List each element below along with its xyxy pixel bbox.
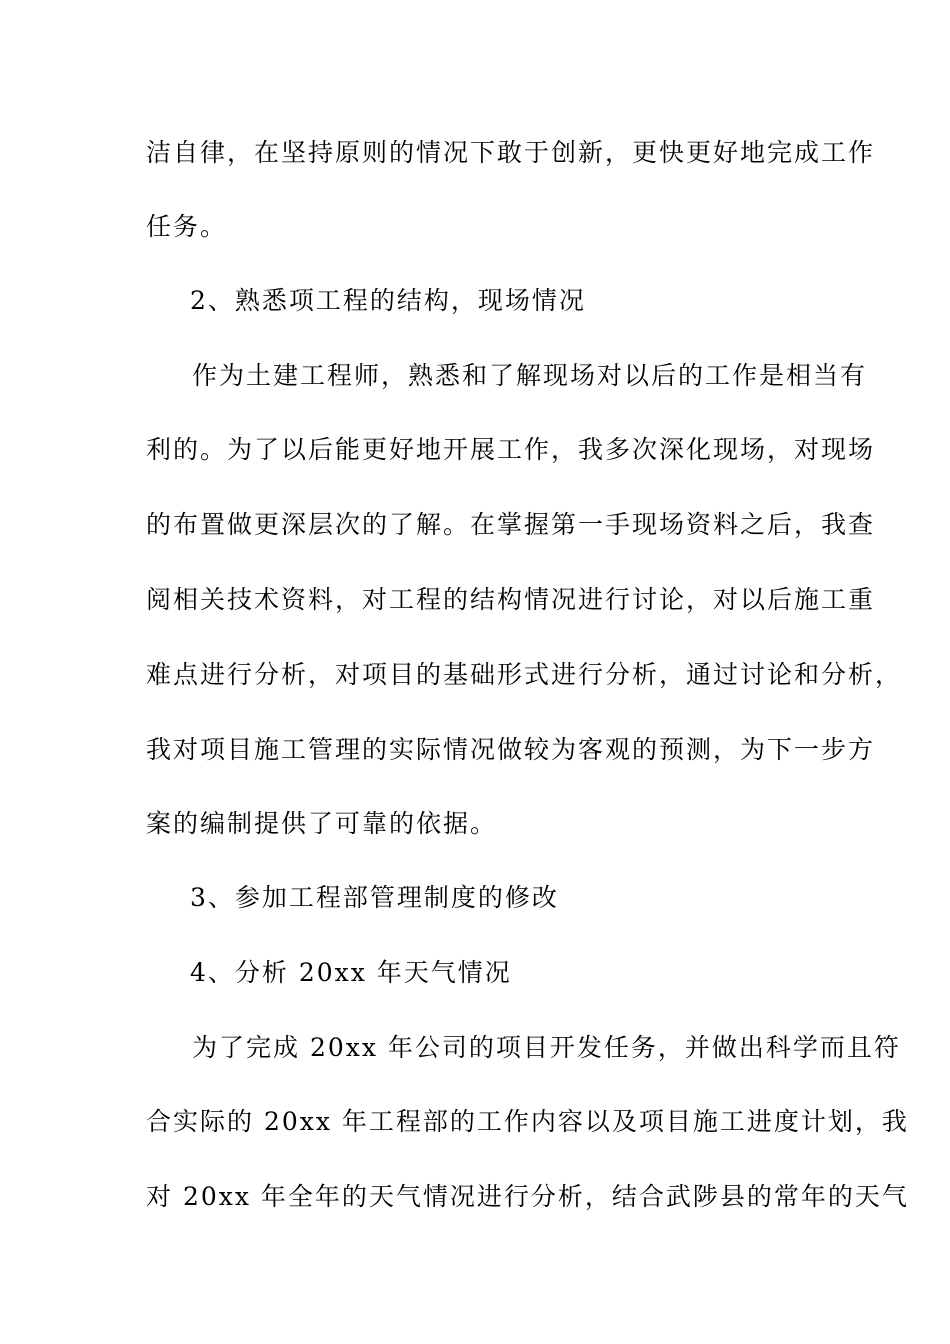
text-line: 我对项目施工管理的实际情况做较为客观的预测，为下一步方 [146, 735, 876, 764]
text-line: 利的。为了以后能更好地开展工作，我多次深化现场，对现场 [146, 435, 876, 464]
text-line: 为了完成 20xx 年公司的项目开发任务，并做出科学而且符 [192, 1033, 901, 1062]
text-line: 案的编制提供了可靠的依据。 [146, 809, 498, 838]
text-line: 难点进行分析，对项目的基础形式进行分析，通过讨论和分析， [146, 660, 903, 689]
section-heading: 2、熟悉项工程的结构，现场情况 [190, 286, 586, 315]
text-line: 作为土建工程师，熟悉和了解现场对以后的工作是相当有 [192, 361, 868, 390]
text-line: 对 20xx 年全年的天气情况进行分析，结合武陟县的常年的天气 [146, 1182, 909, 1211]
section-heading: 3、参加工程部管理制度的修改 [190, 883, 559, 912]
text-line: 任务。 [146, 212, 228, 241]
text-line: 阅相关技术资料，对工程的结构情况进行讨论，对以后施工重 [146, 585, 876, 614]
text-line: 洁自律，在坚持原则的情况下敢于创新，更快更好地完成工作 [146, 138, 876, 167]
text-line: 的布置做更深层次的了解。在掌握第一手现场资料之后，我查 [146, 510, 876, 539]
text-line: 合实际的 20xx 年工程部的工作内容以及项目施工进度计划，我 [146, 1107, 909, 1136]
section-heading: 4、分析 20xx 年天气情况 [190, 958, 512, 987]
